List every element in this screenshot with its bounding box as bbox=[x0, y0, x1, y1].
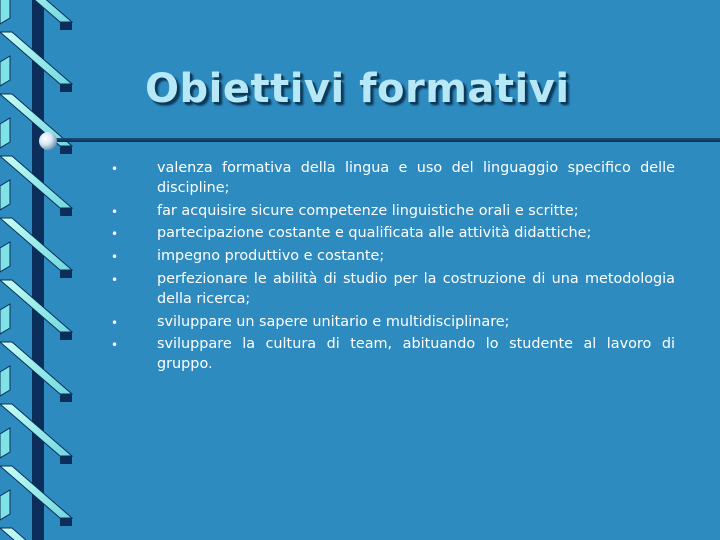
list-item bbox=[105, 270, 675, 310]
list-item bbox=[105, 313, 675, 333]
list-item bbox=[105, 247, 675, 267]
bullet-icon: • bbox=[111, 338, 119, 353]
title-rule-icon bbox=[52, 135, 720, 145]
slide-title: Obiettivi formativi bbox=[145, 66, 570, 112]
list-item-text: sviluppare la cultura di team, abituando lo studente al lavoro di gruppo. bbox=[157, 336, 675, 373]
list-item-text: perfezionare le abilità di studio per la costruzione di una metodologia della ricerca; bbox=[157, 270, 675, 307]
list-item bbox=[105, 159, 675, 199]
list-item bbox=[105, 202, 675, 222]
list-item-text: far acquisire sicure competenze linguistiche orali e scritte; bbox=[157, 202, 579, 219]
bullet-icon: • bbox=[111, 315, 119, 330]
sphere-icon bbox=[38, 131, 58, 151]
list-item-text: valenza formativa della lingua e uso del linguaggio specifico delle discipline; bbox=[157, 160, 675, 196]
list-item-text: impegno produttivo e costante; bbox=[157, 248, 385, 265]
bullet-icon: • bbox=[111, 227, 119, 242]
list-item-text: partecipazione costante e qualificata alle attività didattiche; bbox=[157, 225, 592, 242]
bullet-list bbox=[105, 159, 675, 378]
list-item bbox=[105, 335, 675, 375]
zigzag-ribbon-icon bbox=[0, 0, 80, 540]
list-item-text: sviluppare un sapere unitario e multidisciplinare; bbox=[157, 313, 510, 330]
bullet-icon: • bbox=[111, 272, 119, 287]
bullet-icon: • bbox=[111, 250, 119, 265]
bullet-icon: • bbox=[111, 162, 119, 176]
bullet-icon: • bbox=[111, 204, 119, 219]
list-item bbox=[105, 224, 675, 244]
